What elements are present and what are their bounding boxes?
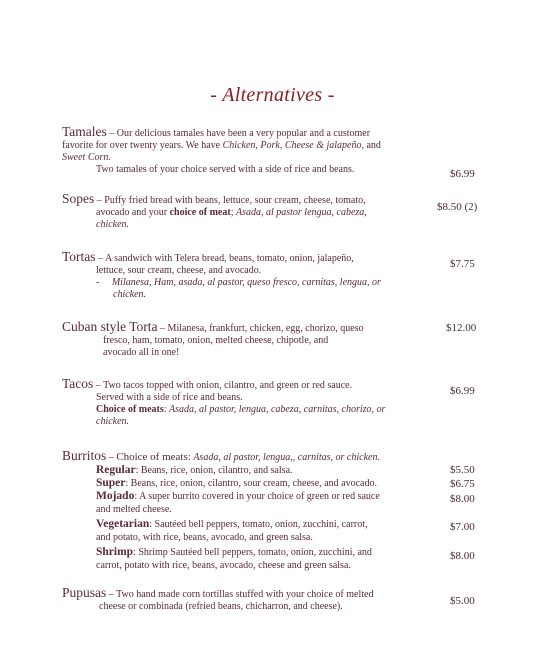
menu-item-burritos: Burritos – Choice of meats: Asada, al pastor, lengua,, carnitas, or chicken.	[62, 448, 380, 463]
price-vegetarian: $7.00	[450, 521, 475, 533]
price-cuban-torta: $12.00	[446, 322, 477, 334]
price-sopes: $8.50 (2)	[437, 201, 478, 213]
item-name: Cuban style Torta	[62, 319, 158, 334]
price-mojado: $8.00	[450, 493, 475, 505]
price-super: $6.75	[450, 478, 475, 490]
item-name: Burritos	[62, 448, 107, 463]
item-name: Pupusas	[62, 585, 107, 600]
price-tortas: $7.75	[450, 258, 475, 270]
price-regular: $5.50	[450, 464, 475, 476]
item-name: Sopes	[62, 191, 95, 206]
menu-item-cuban-torta: Cuban style Torta – Milanesa, frankfurt, chicken, egg, chorizo, queso fresco, ham, tomato, onion, melted cheese, chipotle, and avocado all in one!	[62, 319, 364, 358]
price-tacos: $6.99	[450, 385, 475, 397]
burrito-options: Regular: Beans, rice, onion, cilantro, and salsa. Super: Beans, rice, onion, cilantro, sour cream, cheese, and avocado. Mojado: A super burrito covered in your choice of green or red sauce and melted cheese. Vegetarian: Sautéed bell peppers, tomato, onion, zucchini, carrot, and potato, with rice, beans, avocado, and green salsa. Shrimp: Shrimp Sautéed bell peppers, tomato, onion, zucchini, and carrot, potato with rice, beans, avocado, cheese and green salsa.	[96, 464, 456, 572]
menu-item-tortas: Tortas – A sandwich with Telera bread, beans, tomato, onion, jalapeño, lettuce, sour cream, cheese, and avocado. - Milanesa, Ham, asada, al pastor, queso fresco, carnitas, lengua, or chicken.	[62, 249, 381, 300]
page-title: - Alternatives -	[210, 84, 335, 106]
burrito-super: Super: Beans, rice, onion, cilantro, sour cream, cheese, and avocado.	[96, 477, 377, 489]
price-pupusas: $5.00	[450, 595, 475, 607]
item-name: Tacos	[62, 376, 94, 391]
menu-item-pupusas: Pupusas – Two hand made corn tortillas stuffed with your choice of melted cheese or combinada (refried beans, chicharron, and cheese).	[62, 585, 374, 612]
item-name: Tortas	[62, 249, 96, 264]
menu-item-sopes: Sopes – Puffy fried bread with beans, lettuce, sour cream, cheese, tomato, avocado and your choice of meat; Asada, al pastor lengua, cabeza, chicken.	[62, 191, 367, 230]
burrito-vegetarian: Vegetarian: Sautéed bell peppers, tomato, onion, zucchini, carrot,	[96, 518, 368, 530]
burrito-mojado: Mojado: A super burrito covered in your choice of green or red sauce	[96, 490, 380, 502]
menu-item-tacos: Tacos – Two tacos topped with onion, cilantro, and green or red sauce. Served with a side of rice and beans. Choice of meats: Asada, al pastor, lengua, cabeza, carnitas, chorizo, or chicken.	[62, 376, 386, 427]
item-name: Tamales	[62, 124, 107, 139]
price-shrimp: $8.00	[450, 550, 475, 562]
menu-item-tamales: Tamales – Our delicious tamales have been a very popular and a customer favorite for over twenty years. We have Chicken, Pork, Cheese & jalapeño, and Sweet Corn. Two tamales of your choice served with a side of rice and beans.	[62, 124, 381, 175]
price-tamales: $6.99	[450, 168, 475, 180]
burrito-shrimp: Shrimp: Shrimp Sautéed bell peppers, tomato, onion, zucchini, and	[96, 546, 372, 558]
burrito-regular: Regular: Beans, rice, onion, cilantro, and salsa.	[96, 464, 293, 476]
